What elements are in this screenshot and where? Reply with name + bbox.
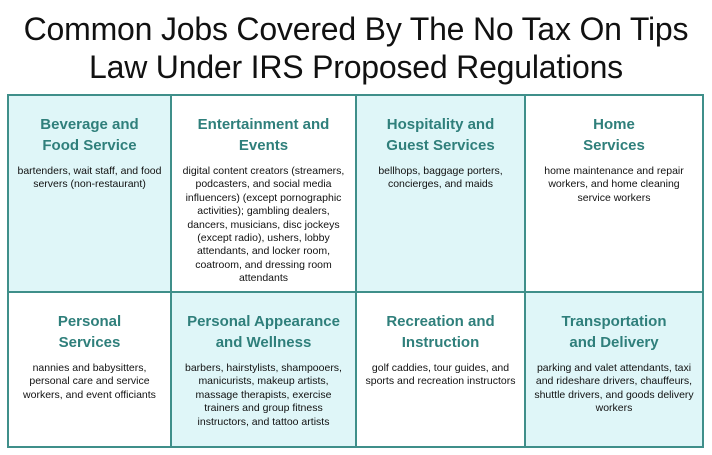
- category-cell-transportation-delivery: [526, 293, 702, 446]
- category-heading: Beverage and Food Service: [40, 116, 139, 154]
- category-description: digital content creators (streamers, podcasters, and social media influencers) (except pornographic activities); gambling dealers, dancers, musicians, disc jockeys (except radio), ushers, lobby attendants, and locker room, coatroom, and dressing room attendants: [182, 165, 345, 285]
- category-description: parking and valet attendants, taxi and rideshare drivers, chauffeurs, shuttle drivers, and goods delivery workers: [534, 362, 694, 415]
- job-category-grid: [7, 94, 704, 448]
- category-cell-personal-appearance: [172, 293, 355, 446]
- category-heading: Transportation and Delivery: [561, 313, 667, 351]
- category-heading: Entertainment and Events: [197, 116, 330, 154]
- category-description: nannies and babysitters, personal care and service workers, and event officiants: [23, 362, 156, 401]
- category-cell-personal-services: [9, 293, 170, 446]
- category-description: bellhops, baggage porters, concierges, and maids: [378, 165, 503, 191]
- category-description: barbers, hairstylists, shampooers, manicurists, makeup artists, massage therapists, exercise trainers and group fitness instructors, and tattoo artists: [185, 362, 342, 428]
- category-cell-beverage-food: [9, 96, 170, 291]
- category-description: home maintenance and repair workers, and home cleaning service workers: [544, 165, 684, 204]
- category-description: bartenders, wait staff, and food servers (non-restaurant): [17, 165, 162, 191]
- category-heading: Hospitality and Guest Services: [386, 116, 495, 154]
- category-heading: Personal Appearance and Wellness: [187, 313, 340, 351]
- category-heading: Recreation and Instruction: [386, 313, 495, 351]
- category-cell-home-services: [526, 96, 702, 291]
- category-cell-recreation-instruction: [357, 293, 524, 446]
- page-title: [0, 10, 712, 86]
- title-line-2: Law Under IRS Proposed Regulations: [89, 49, 623, 85]
- category-cell-entertainment-events: [172, 96, 355, 291]
- category-heading: Home Services: [583, 116, 645, 154]
- title-line-1: Common Jobs Covered By The No Tax On Tips: [23, 11, 689, 47]
- category-description: golf caddies, tour guides, and sports and recreation instructors: [365, 362, 516, 388]
- category-cell-hospitality-guest: [357, 96, 524, 291]
- category-heading: Personal Services: [57, 313, 122, 351]
